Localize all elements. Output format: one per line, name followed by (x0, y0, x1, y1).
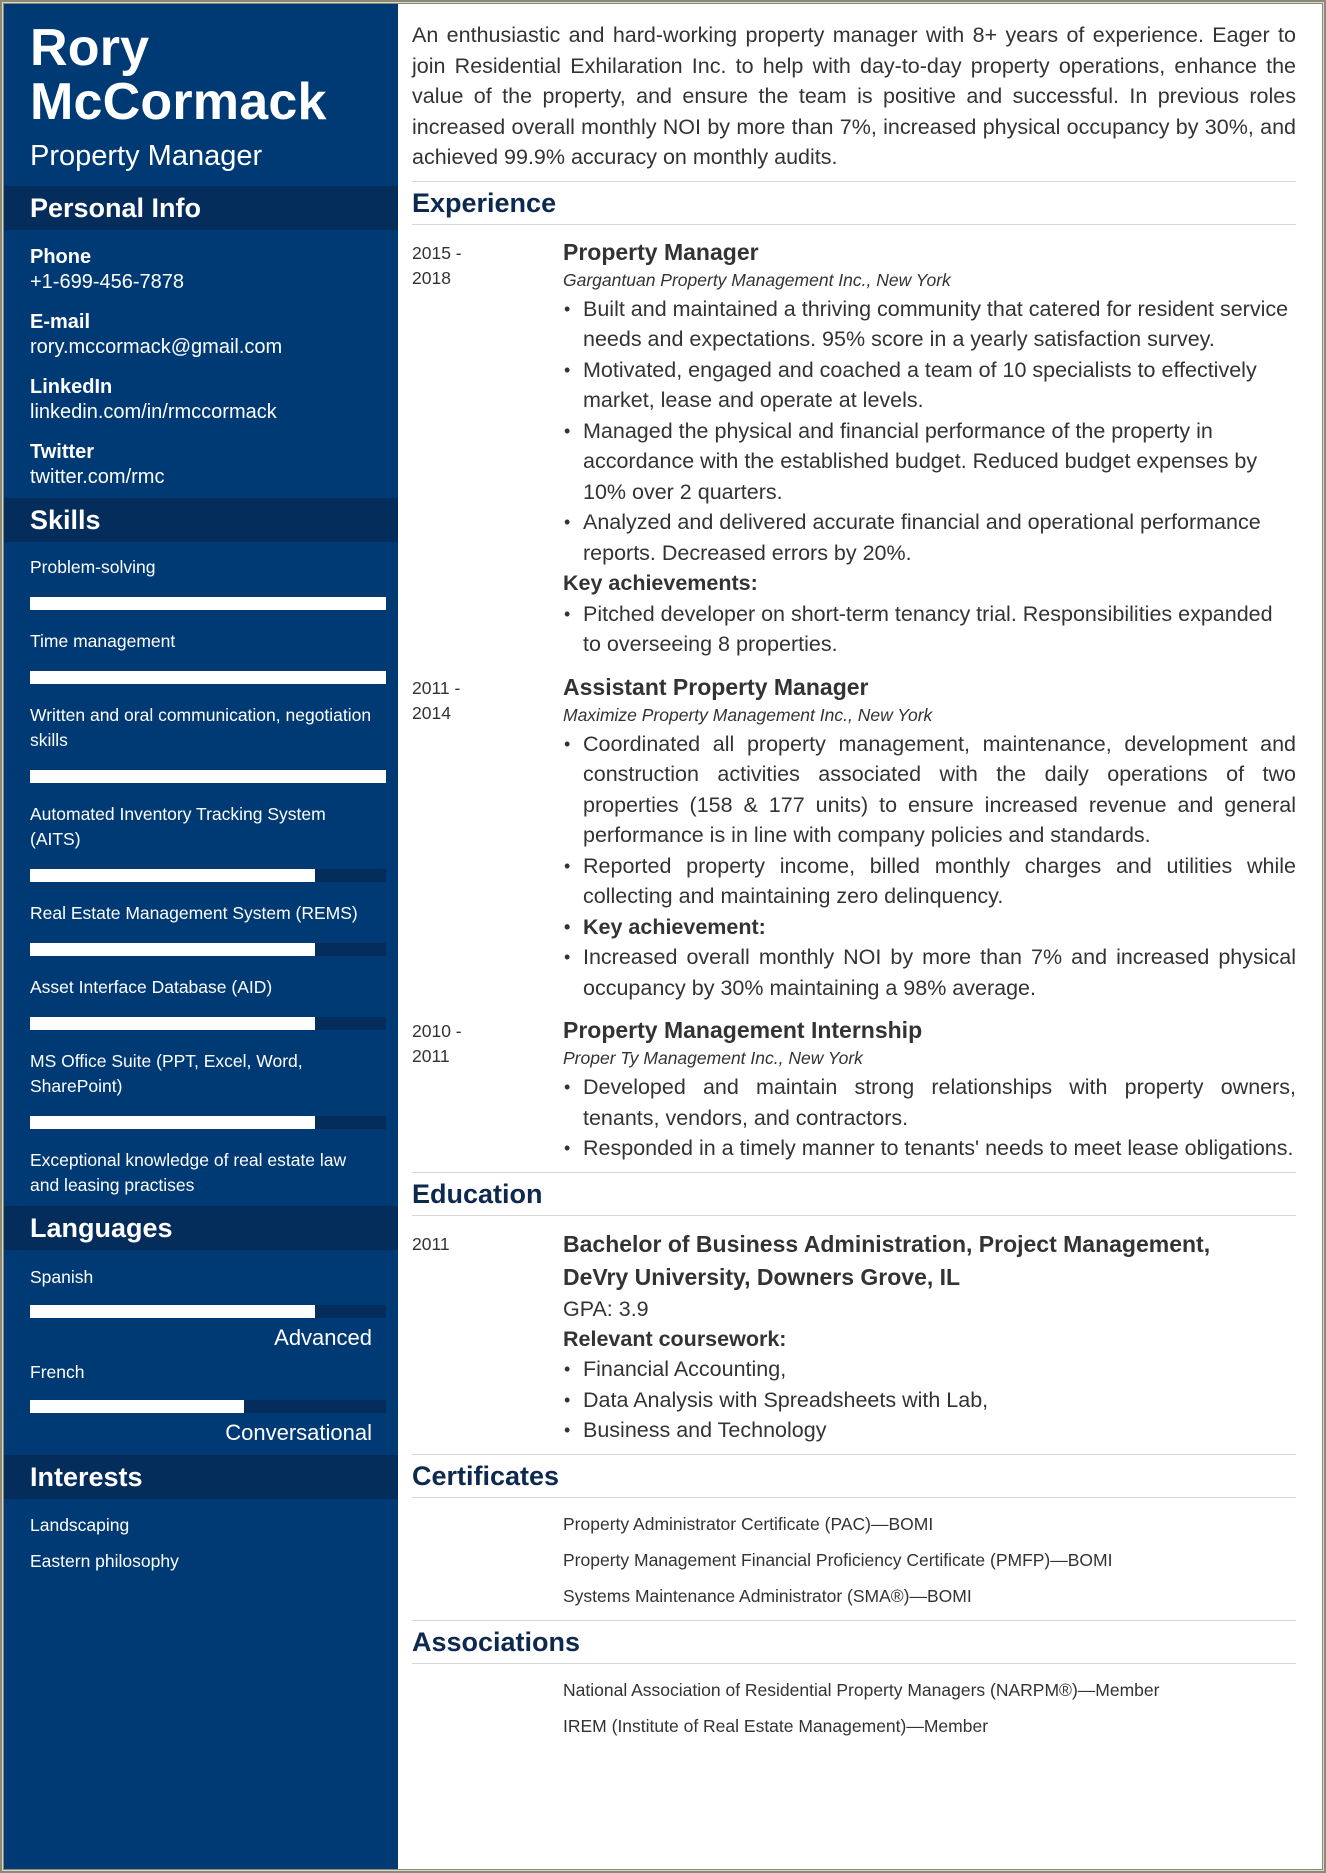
coursework-item: • Financial Accounting, (563, 1354, 1296, 1385)
job-bullets (563, 294, 1296, 569)
skill-level-fill (30, 943, 315, 956)
job-date-end: 2018 (412, 267, 451, 288)
skill-level-fill (30, 869, 315, 882)
skill-level-bar (30, 597, 386, 610)
education-details (563, 1228, 1296, 1446)
job-date-end: 2014 (412, 702, 451, 723)
coursework-item: • Data Analysis with Spreadsheets with Lab, (563, 1385, 1296, 1416)
job-entry (412, 672, 1296, 1004)
skill-name: Time management (30, 631, 176, 651)
skill-name: Asset Interface Database (AID) (30, 977, 273, 997)
certificate-item: Systems Maintenance Administrator (SMA®)—BOMI (563, 1585, 972, 1606)
phone-label: Phone (30, 246, 92, 268)
personal-info-heading: Personal Info (4, 186, 398, 230)
language-level-bar (30, 1305, 386, 1318)
skill-level-fill (30, 597, 386, 610)
language-level-bar (30, 1400, 386, 1413)
language-level: Advanced (274, 1325, 372, 1350)
skill-item (4, 975, 398, 1030)
spacer (412, 1003, 1296, 1015)
profile-header (4, 4, 398, 173)
achievement-bullet: • Pitched developer on short-term tenancy trial. Responsibilities expanded to overseeing 8 properties. (563, 599, 1296, 660)
achievements-heading: • Key achievement: (563, 912, 1296, 943)
language-name: French (30, 1362, 85, 1382)
achievements-list (563, 599, 1296, 660)
skill-level-bar (30, 1017, 386, 1030)
languages-heading: Languages (4, 1206, 398, 1250)
skill-level-bar (30, 1116, 386, 1129)
education-date: 2011 (412, 1233, 450, 1254)
linkedin-label: LinkedIn (30, 376, 113, 398)
skill-level-fill (30, 1017, 315, 1030)
skill-level-fill (30, 1116, 315, 1129)
job-bullet: • Coordinated all property management, maintenance, development and construction activities associated with the daily operations of two properties (158 & 177 units) to ensure increased revenue and general performance is in line with company policies and standards. (563, 729, 1296, 851)
skills-heading: Skills (4, 498, 398, 542)
associations-heading: Associations (412, 1621, 1296, 1664)
coursework-item: • Business and Technology (563, 1415, 1296, 1446)
job-date-start: 2015 - (412, 242, 462, 263)
language-level-fill (30, 1305, 315, 1318)
skills-list (4, 542, 398, 1206)
job-bullet: • Responded in a timely manner to tenants' needs to meet lease obligations. (563, 1133, 1296, 1164)
associations-section (412, 1621, 1296, 1744)
education-heading: Education (412, 1173, 1296, 1216)
job-date-start: 2010 - (412, 1021, 462, 1041)
job-role: Property Manager (563, 238, 759, 265)
email-link[interactable]: rory.mccormack@gmail.com (30, 336, 283, 358)
certificates-section (412, 1455, 1296, 1621)
skill-item (4, 901, 398, 956)
spacer (412, 660, 1296, 672)
skill-item (4, 555, 398, 610)
sidebar (4, 4, 398, 1869)
skill-name: MS Office Suite (PPT, Excel, Word, SharePoint) (30, 1051, 303, 1096)
coursework-list (563, 1354, 1296, 1446)
degree-line-2: DeVry University, Downers Grove, IL (563, 1263, 961, 1290)
email-item (30, 310, 372, 360)
job-company: Gargantuan Property Management Inc., New York (563, 269, 951, 290)
skill-name: Problem-solving (30, 557, 156, 577)
linkedin-link[interactable]: linkedin.com/in/rmccormack (30, 401, 277, 423)
job-bullet: • Analyzed and delivered accurate financial and operational performance reports. Decreased errors by 20%. (563, 507, 1296, 568)
skill-item (4, 1049, 398, 1129)
job-bullet: • Developed and maintain strong relationships with property owners, tenants, vendors, and contractors. (563, 1072, 1296, 1133)
certificate-item: Property Administrator Certificate (PAC)—BOMI (563, 1513, 934, 1534)
job-entry (412, 237, 1296, 660)
achievement-bullet: • Increased overall monthly NOI by more than 7% and increased physical occupancy by 30% maintaining a 98% average. (563, 942, 1296, 1003)
education-entry (412, 1228, 1296, 1446)
job-entry (412, 1015, 1296, 1164)
interests-list (4, 1499, 398, 1573)
skill-name: Automated Inventory Tracking System (AITS) (30, 804, 326, 849)
job-title: Property Manager (30, 140, 263, 172)
job-dates (412, 672, 563, 1004)
skill-name: Written and oral communication, negotiation skills (30, 705, 372, 750)
experience-section (412, 182, 1296, 1173)
main-content (398, 4, 1322, 1869)
skill-item (4, 1148, 398, 1206)
linkedin-item (30, 375, 372, 425)
language-level-fill (30, 1400, 244, 1413)
job-bullets (563, 1072, 1296, 1164)
job-bullet: • Motivated, engaged and coached a team of 10 specialists to effectively market, lease and operate at levels. (563, 355, 1296, 416)
last-name: McCormack (30, 73, 327, 131)
job-role: Assistant Property Manager (563, 673, 869, 700)
skill-item (4, 802, 398, 882)
certificate-item: Property Management Financial Proficiency Certificate (PMFP)—BOMI (563, 1549, 1113, 1570)
job-details (563, 672, 1296, 1004)
resume-page (4, 4, 1322, 1869)
certificates-list (412, 1506, 1296, 1614)
phone-item (30, 245, 372, 295)
email-label: E-mail (30, 311, 91, 333)
skill-item (4, 629, 398, 684)
skill-level-fill (30, 671, 386, 684)
job-dates (412, 237, 563, 660)
job-details (563, 1015, 1296, 1164)
interest-item: Eastern philosophy (30, 1551, 179, 1571)
first-name: Rory (30, 19, 150, 77)
job-details (563, 237, 1296, 660)
phone-value: +1-699-456-7878 (30, 271, 185, 293)
association-item: National Association of Residential Property Managers (NARPM®)—Member (563, 1679, 1160, 1700)
coursework-heading: Relevant coursework: (563, 1326, 787, 1351)
languages-list (4, 1250, 398, 1447)
twitter-label: Twitter (30, 441, 95, 463)
language-item (4, 1265, 398, 1352)
personal-info-list (4, 230, 398, 490)
skill-level-bar (30, 770, 386, 783)
language-level: Conversational (225, 1420, 372, 1445)
job-date-end: 2011 (412, 1046, 450, 1066)
job-role: Property Management Internship (563, 1017, 923, 1043)
associations-list (412, 1672, 1296, 1744)
skill-name: Real Estate Management System (REMS) (30, 903, 358, 923)
twitter-item (30, 440, 372, 490)
skill-level-bar (30, 671, 386, 684)
job-company: Maximize Property Management Inc., New York (563, 704, 933, 725)
skill-item (4, 703, 398, 783)
job-bullets (563, 729, 1296, 1004)
candidate-name (30, 4, 372, 129)
skill-level-fill (30, 770, 386, 783)
language-name: Spanish (30, 1267, 94, 1287)
experience-heading: Experience (412, 182, 1296, 225)
job-bullet: • Managed the physical and financial performance of the property in accordance with the established budget. Reduced budget expenses by 10% over 2 quarters. (563, 416, 1296, 508)
achievements-heading: Key achievements: (563, 571, 758, 595)
skill-level-bar (30, 869, 386, 882)
job-dates (412, 1015, 563, 1164)
summary: An enthusiastic and hard-working property manager with 8+ years of experience. Eager to join Residential Exhilaration Inc. to help with day-to-day property operations, enhance the value of the property, and ensure the team is positive and successful. In previous roles increased overall monthly NOI by more than 7%, increased physical occupancy by 30%, and achieved 99.9% accuracy on monthly audits. (412, 4, 1296, 182)
association-item: IREM (Institute of Real Estate Management)—Member (563, 1715, 989, 1736)
language-item (4, 1360, 398, 1447)
job-date-start: 2011 - (412, 677, 461, 698)
interests-heading: Interests (4, 1455, 398, 1499)
twitter-link[interactable]: twitter.com/rmc (30, 466, 165, 488)
job-bullet: • Built and maintained a thriving community that catered for resident service needs and expectations. 95% score in a yearly satisfaction survey. (563, 294, 1296, 355)
job-bullet: • Reported property income, billed monthly charges and utilities while collecting and maintaining zero delinquency. (563, 851, 1296, 912)
education-section (412, 1173, 1296, 1455)
certificates-heading: Certificates (412, 1455, 1296, 1498)
interest-item: Landscaping (30, 1515, 130, 1535)
skill-name: Exceptional knowledge of real estate law and leasing practises (30, 1150, 347, 1195)
degree-line-1: Bachelor of Business Administration, Project Management, (563, 1230, 1211, 1257)
job-company: Proper Ty Management Inc., New York (563, 1048, 863, 1068)
skill-level-bar (30, 943, 386, 956)
gpa: GPA: 3.9 (563, 1296, 649, 1321)
